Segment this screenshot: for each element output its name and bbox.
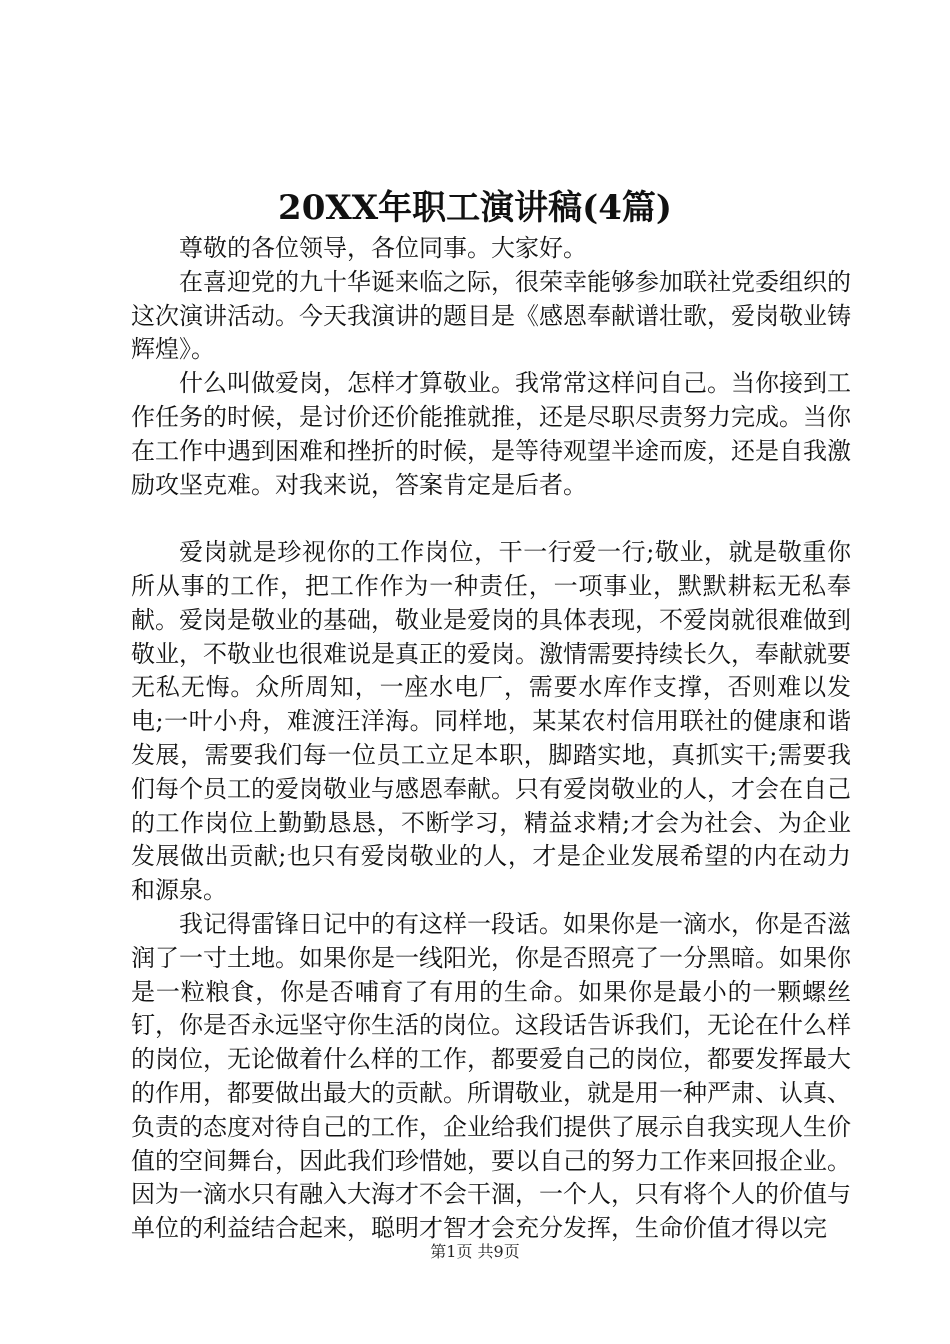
paragraph-leifeng: 我记得雷锋日记中的有这样一段话。如果你是一滴水，你是否滋润了一寸土地。如果你是一线阳光，你是否照亮了一分黑暗。如果你是一粒粮食，你是否哺育了有用的生命。如果你是最小的一颗螺丝钉，你是否永远坚守你生活的岗位。这段话告诉我们，无论在什么样的岗位，无论做着什么样的工作，都要爱自己的岗位，都要发挥最大的作用，都要做出最大的贡献。所谓敬业，就是用一种严肃、认真、负责的态度对待自己的工作，企业给我们提供了展示自我实现人生价值的空间舞台，因此我们珍惜她，要以自己的努力工作来回报企业。因为一滴水只有融入大海才不会干涸，一个人，只有将个人的价值与单位的利益结合起来，聪明才智才会充分发挥，生命价值才得以完 (131, 909, 851, 1243)
paragraph-intro: 在喜迎党的九十华诞来临之际，很荣幸能够参加联社党委组织的这次演讲活动。今天我演讲的题目是《感恩奉献谱壮歌，爱岗敬业铸辉煌》。 (131, 267, 851, 364)
document-title: 20XX年职工演讲稿(4篇) (278, 188, 672, 228)
page-footer: 第1页 共9页 (430, 1242, 520, 1261)
paragraph-definition: 爱岗就是珍视你的工作岗位，干一行爱一行;敬业，就是敬重你所从事的工作，把工作作为一种责任，一项事业，默默耕耘无私奉献。爱岗是敬业的基础，敬业是爱岗的具体表现，不爱岗就很难做到敬业，不敬业也很难说是真正的爱岗。激情需要持续长久，奉献就要无私无悔。众所周知，一座水电厂，需要水库作支撑，否则难以发电;一叶小舟，难渡汪洋海。同样地，某某农村信用联社的健康和谐发展，需要我们每一位员工立足本职，脚踏实地，真抓实干;需要我们每个员工的爱岗敬业与感恩奉献。只有爱岗敬业的人，才会在自己的工作岗位上勤勤恳恳，不断学习，精益求精;才会为社会、为企业发展做出贡献;也只有爱岗敬业的人，才是企业发展希望的内在动力和源泉。 (131, 538, 851, 905)
paragraph-spacer (131, 502, 851, 536)
document-body (131, 232, 851, 1246)
paragraph-question: 什么叫做爱岗，怎样才算敬业。我常常这样问自己。当你接到工作任务的时候，是讨价还价能推就推，还是尽职尽责努力完成。当你在工作中遇到困难和挫折的时候，是等待观望半途而废，还是自我激励攻坚克难。对我来说，答案肯定是后者。 (131, 369, 851, 499)
paragraph-greeting: 尊敬的各位领导，各位同事。大家好。 (179, 234, 587, 262)
